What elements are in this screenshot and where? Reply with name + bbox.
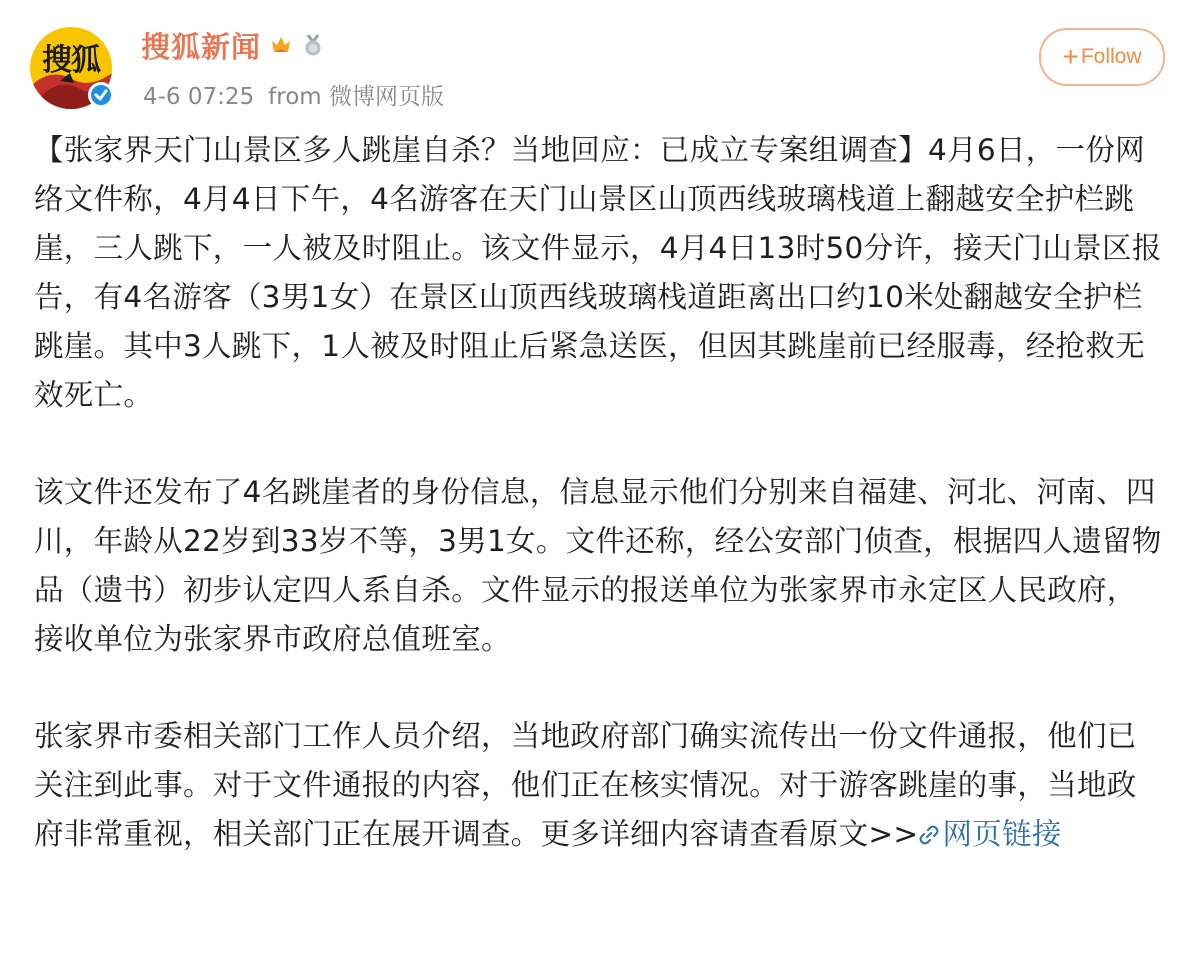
link-icon xyxy=(918,824,940,846)
avatar-logo-text: 搜狐 xyxy=(42,43,100,78)
post-timestamp[interactable]: 4-6 07:25 xyxy=(143,84,255,110)
post-paragraph-2: 该文件还发布了4名跳崖者的身份信息，信息显示他们分别来自福建、河北、河南、四川，年龄从22岁到33岁不等，3男1女。文件还称，经公安部门侦查，根据四人遗留物品（遗书）初步认定四人系自杀。文件显示的报送单位为张家界市永定区人民政府，接收单位为张家界市政府总值班室。 xyxy=(34,475,1162,656)
post-meta xyxy=(143,78,444,111)
web-link-label: 网页链接 xyxy=(942,817,1062,851)
post-body xyxy=(34,126,1164,859)
post-paragraph-3-text: 张家界市委相关部门工作人员介绍，当地政府部门确实流传出一份文件通报，他们已关注到此事。对于文件通报的内容，他们正在核实情况。对于游客跳崖的事，当地政府非常重视，相关部门正在展开调查。更多详细内容请查看原文>> xyxy=(34,719,1137,851)
follow-button[interactable] xyxy=(1039,28,1165,86)
follow-label: Follow xyxy=(1080,45,1142,68)
plus-icon: + xyxy=(1062,41,1079,72)
vip-badge-icon[interactable] xyxy=(269,33,293,57)
post-paragraph-1: 【张家界天门山景区多人跳崖自杀？当地回应：已成立专案组调查】4月6日，一份网络文件称，4月4日下午，4名游客在天门山景区山顶西线玻璃栈道上翻越安全护栏跳崖，三人跳下，一人被及时阻止。该文件显示，4月4日13时50分许，接天门山景区报告，有4名游客（3男1女）在景区山顶西线玻璃栈道距离出口约10米处翻越安全护栏跳崖。其中3人跳下，1人被及时阻止后紧急送医，但因其跳崖前已经服毒，经抢救无效死亡。 xyxy=(34,133,1162,412)
post-source: from 微博网页版 xyxy=(268,84,445,110)
account-name[interactable]: 搜狐新闻 xyxy=(141,29,262,64)
web-link[interactable] xyxy=(918,817,1061,851)
medal-icon[interactable] xyxy=(301,33,325,57)
post-paragraph-3 xyxy=(34,712,1164,859)
name-row xyxy=(141,25,325,65)
verified-icon xyxy=(88,82,114,108)
post-header xyxy=(0,0,1200,120)
